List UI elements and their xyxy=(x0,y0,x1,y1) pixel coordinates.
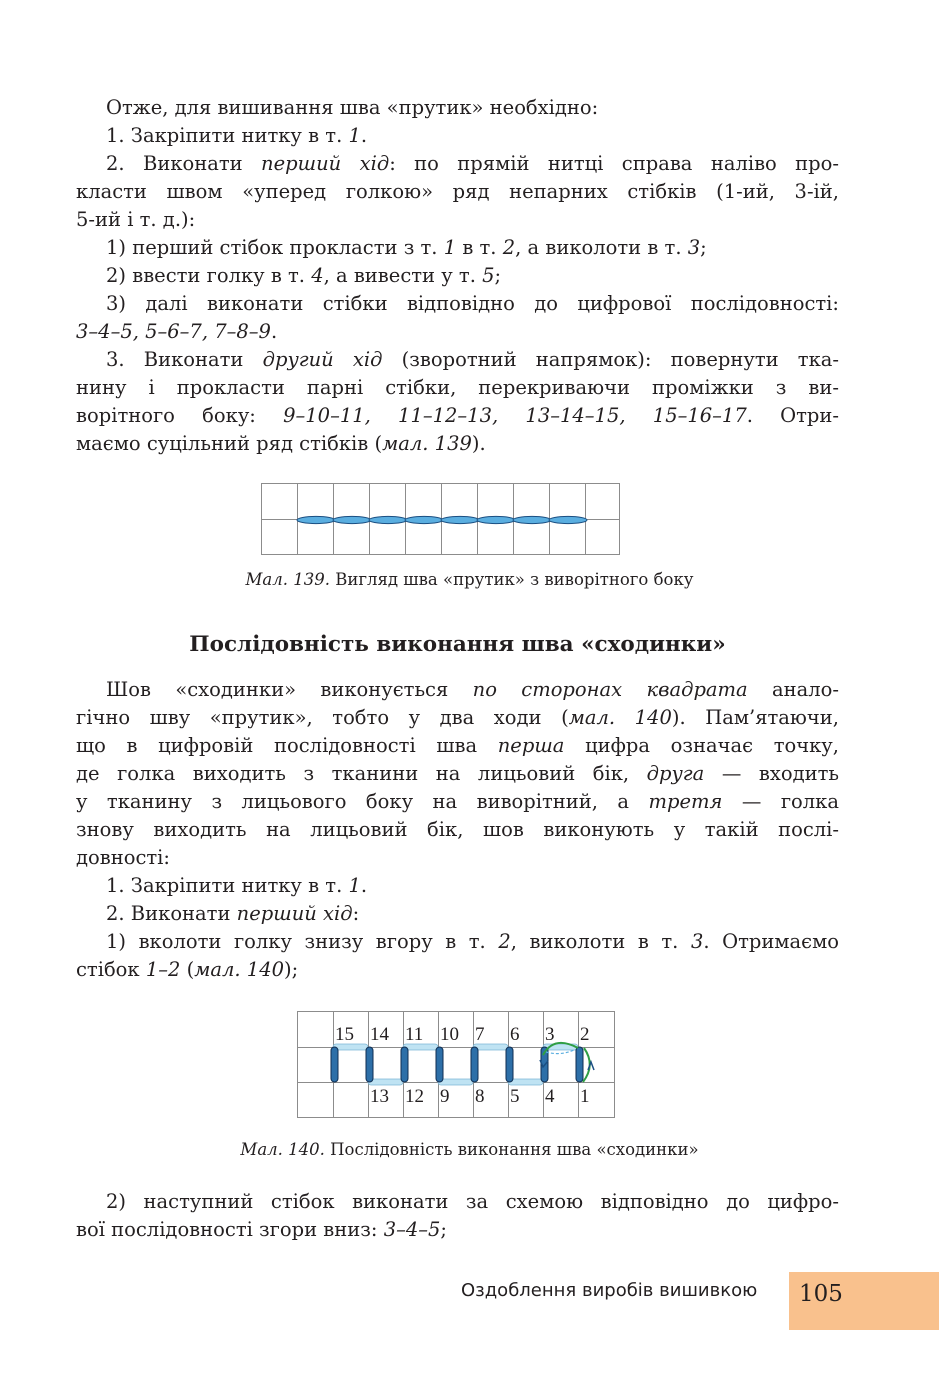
s2-substep-1-line-2: стібок 1–2 (мал. 140); xyxy=(76,958,299,981)
arrow-green-right xyxy=(583,1048,590,1082)
step-1-line: 1. Закріпити нитку в т. 1. xyxy=(106,124,368,147)
substep-1-line: 1) перший стібок прокласти з т. 1 в т. 2, а виколоти в т. 3; xyxy=(106,236,707,259)
fig140-bottom-label: 1 xyxy=(580,1086,590,1107)
figure-140-caption: Мал. 140. Послідовність виконання шва «сходинки» xyxy=(240,1140,699,1159)
fig140-top-label: 2 xyxy=(580,1024,590,1045)
substep-3-line-1: 3) далі виконати стібки відповідно до цифрової послідовності: xyxy=(106,292,839,315)
step-3-line-1: 3. Виконати другий хід (зворотний напрямок): повернути тка- xyxy=(106,348,839,371)
step-3-line-2: нину і прокласти парні стібки, перекриваючи проміжки з ви- xyxy=(76,376,839,399)
fig140-top-label: 10 xyxy=(440,1024,459,1045)
para2-line-1: Шов «сходинки» виконується по сторонах квадрата анало- xyxy=(106,678,839,701)
fig140-bottom-label: 9 xyxy=(440,1086,450,1107)
para2-line-2: гічно шву «прутик», тобто у два ходи (мал. 140). Пам’ятаючи, xyxy=(76,706,839,729)
fig140-bottom-label: 13 xyxy=(370,1086,389,1107)
step-2-line-2: класти швом «уперед голкою» ряд непарних стібків (1-ий, 3-ій, xyxy=(76,180,839,203)
fig140-top-label: 7 xyxy=(475,1024,485,1045)
s2-step-1-line: 1. Закріпити нитку в т. 1. xyxy=(106,874,368,897)
fig140-bottom-label: 4 xyxy=(545,1086,555,1107)
section-heading: Послідовність виконання шва «сходинки» xyxy=(189,632,726,657)
fig140-bottom-label: 8 xyxy=(475,1086,485,1107)
s2-step-2-line: 2. Виконати перший хід: xyxy=(106,902,360,925)
para2-line-7: довності: xyxy=(76,846,170,869)
fig140-top-label: 3 xyxy=(545,1024,555,1045)
fig140-bottom-label: 12 xyxy=(405,1086,424,1107)
fig140-bottom-label: 5 xyxy=(510,1086,520,1107)
page-number: 105 xyxy=(799,1281,843,1307)
step-3-line-3: ворітного боку: 9–10–11, 11–12–13, 13–14–15, 15–16–17. Отри- xyxy=(76,404,840,427)
fig140-top-label: 6 xyxy=(510,1024,520,1045)
para2-line-3: що в цифровій послідовності шва перша цифра означає точку, xyxy=(76,734,839,757)
substep-2-line: 2) ввести голку в т. 4, а вивести у т. 5; xyxy=(106,264,502,287)
substep-3-line-2: 3–4–5, 5–6–7, 7–8–9. xyxy=(76,320,278,343)
s2-substep-1-line-1: 1) вколоти голку знизу вгору в т. 2, виколоти в т. 3. Отримаємо xyxy=(106,930,839,953)
fig140-top-label: 11 xyxy=(405,1024,424,1045)
figure-140-diagram xyxy=(296,1010,618,1122)
step-3-line-4: маємо суцільний ряд стібків (мал. 139). xyxy=(76,432,486,455)
s2-substep-2-line-1: 2) наступний стібок виконати за схемою відповідно до цифро- xyxy=(106,1190,839,1213)
para2-line-5: у тканину з лицьового боку на виворітний, а третя — голка xyxy=(76,790,839,813)
para2-line-6: знову виходить на лицьовий бік, шов виконують у такій послі- xyxy=(76,818,839,841)
intro-line: Отже, для вишивання шва «прутик» необхідно: xyxy=(106,96,599,119)
fig140-top-label: 15 xyxy=(335,1024,354,1045)
footer-section-title: Оздоблення виробів вишивкою xyxy=(461,1280,758,1301)
figure-139-caption: Мал. 139. Вигляд шва «прутик» з виворітного боку xyxy=(245,570,694,589)
para2-line-4: де голка виходить з тканини на лицьовий бік, друга — входить xyxy=(76,762,839,785)
step-2-line-3: 5-ий і т. д.): xyxy=(76,208,196,231)
figure-139-diagram xyxy=(260,482,622,558)
fig140-top-label: 14 xyxy=(370,1024,389,1045)
s2-substep-2-line-2: вої послідовності згори вниз: 3–4–5; xyxy=(76,1218,447,1241)
step-2-line-1: 2. Виконати перший хід: по прямій нитці справа наліво про- xyxy=(106,152,839,175)
